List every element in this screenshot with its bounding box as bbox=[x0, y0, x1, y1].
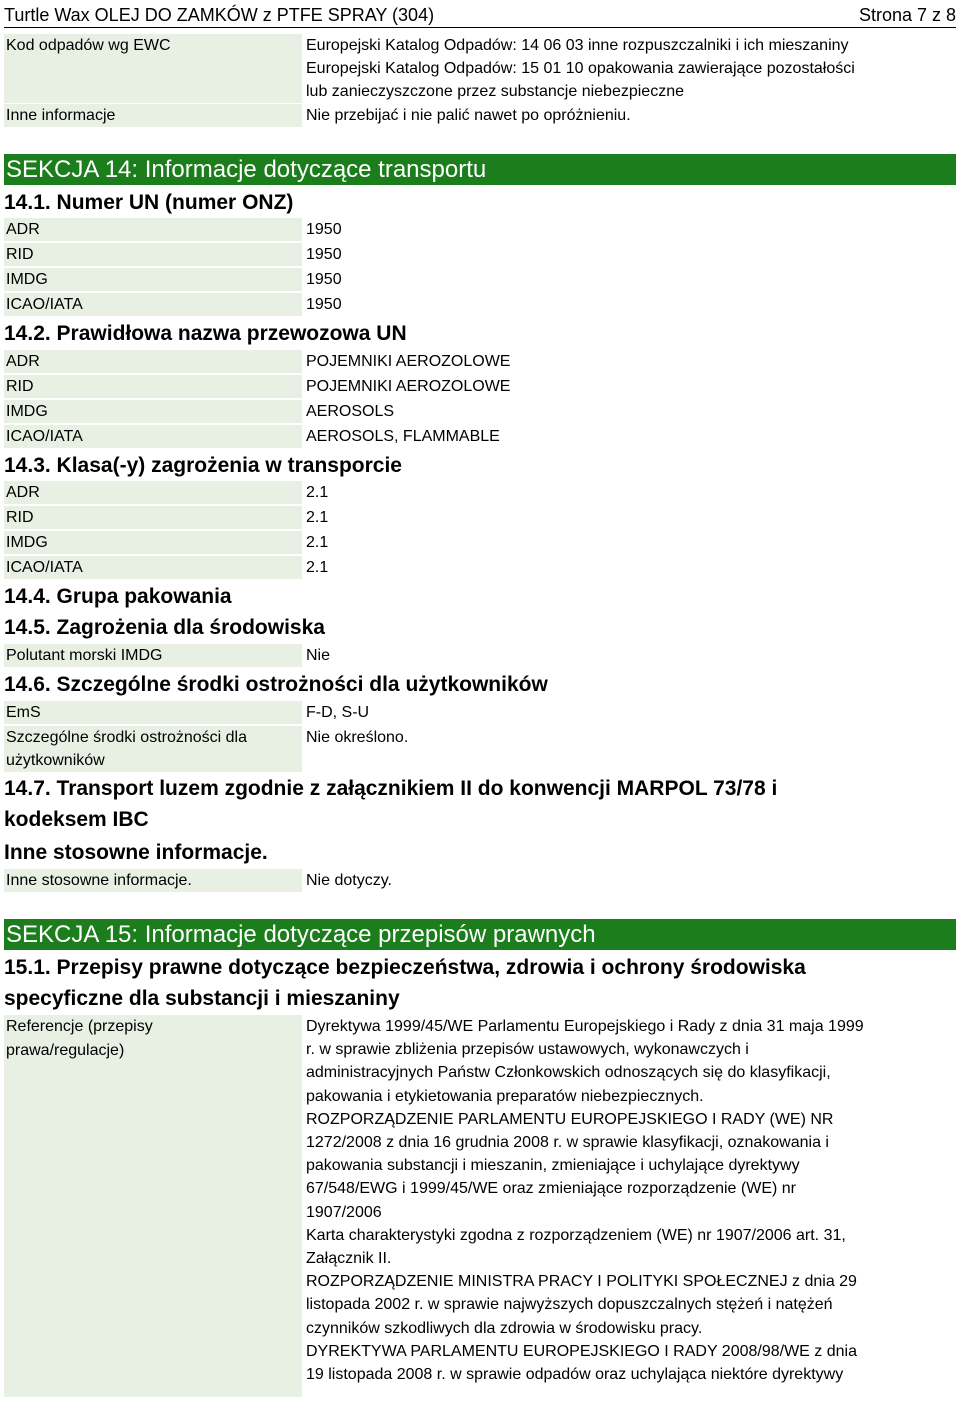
row-value: POJEMNIKI AEROZOLOWE bbox=[306, 378, 511, 395]
row-label: ICAO/IATA bbox=[4, 556, 302, 579]
row-value: AEROSOLS bbox=[306, 403, 395, 420]
section-14-title: SEKCJA 14: Informacje dotyczące transportu bbox=[4, 154, 956, 185]
ems-value: F-D, S-U bbox=[306, 704, 370, 721]
special-precautions-value: Nie określono. bbox=[306, 729, 409, 746]
row-label: RID bbox=[4, 243, 302, 266]
reference-line: 1272/2008 z dnia 16 grudnia 2008 r. w sprawie klasyfikacji, oznakowania i bbox=[306, 1134, 829, 1152]
special-precautions-label-line: Szczególne środki ostrożności dla bbox=[6, 729, 248, 746]
heading-15-1: 15.1. Przepisy prawne dotyczące bezpieczeństwa, zdrowia i ochrony środowiska bbox=[4, 956, 806, 979]
marine-pollutant-label: Polutant morski IMDG bbox=[4, 644, 302, 667]
reference-line: 19 listopada 2008 r. w sprawie odpadów oraz uchylająca niektóre dyrektywy bbox=[306, 1366, 844, 1384]
row-label: ADR bbox=[4, 481, 302, 504]
references-text bbox=[306, 1015, 918, 1386]
heading-14-3: 14.3. Klasa(-y) zagrożenia w transporcie bbox=[4, 454, 402, 477]
row-label: ICAO/IATA bbox=[4, 425, 302, 448]
reference-line: Dyrektywa 1999/45/WE Parlamentu Europejskiego i Rady z dnia 31 maja 1999 bbox=[306, 1018, 864, 1035]
row-value: 2.1 bbox=[306, 534, 329, 551]
row-label: RID bbox=[4, 375, 302, 398]
heading-14-7-cont: kodeksem IBC bbox=[4, 808, 149, 831]
reference-line: ROZPORZĄDZENIE PARLAMENTU EUROPEJSKIEGO I RADY (WE) NR bbox=[306, 1110, 834, 1128]
references-label-line: prawa/regulacje) bbox=[6, 1042, 125, 1059]
reference-line: czynników szkodliwych dla zdrowia w środowisku pracy. bbox=[306, 1319, 703, 1337]
reference-line: r. w sprawie zbliżenia przepisów ustawowych, wykonawczych i bbox=[306, 1041, 749, 1059]
row-label: ADR bbox=[4, 350, 302, 373]
ems-label: EmS bbox=[4, 701, 302, 724]
reference-line: pakowania i etykietowania preparatów niebezpiecznych. bbox=[306, 1087, 704, 1105]
row-value: 1950 bbox=[306, 271, 342, 288]
page-number: Strona 7 z 8 bbox=[858, 5, 956, 25]
special-precautions-label bbox=[4, 726, 302, 772]
heading-14-6: 14.6. Szczególne środki ostrożności dla użytkowników bbox=[4, 673, 548, 696]
reference-line: ROZPORZĄDZENIE MINISTRA PRACY I POLITYKI SPOŁECZNEJ z dnia 29 bbox=[306, 1273, 857, 1291]
reference-line: 1907/2006 bbox=[306, 1203, 382, 1221]
heading-other-info: Inne stosowne informacje. bbox=[4, 841, 268, 864]
reference-line: Załącznik II. bbox=[306, 1250, 392, 1268]
row-label: IMDG bbox=[4, 400, 302, 423]
references-label-line: Referencje (przepisy bbox=[6, 1018, 153, 1035]
row-value: AEROSOLS, FLAMMABLE bbox=[306, 428, 500, 445]
waste-code-line: Europejski Katalog Odpadów: 15 01 10 opakowania zawierające pozostałości bbox=[306, 60, 855, 77]
reference-line: pakowania substancji i mieszanin, zmieniające i uchylające dyrektywy bbox=[306, 1157, 800, 1175]
heading-15-1-cont: specyficzne dla substancji i mieszaniny bbox=[4, 987, 400, 1010]
row-label: ICAO/IATA bbox=[4, 293, 302, 316]
heading-14-4: 14.4. Grupa pakowania bbox=[4, 585, 232, 608]
row-value: 2.1 bbox=[306, 509, 329, 526]
other-info-value: Nie przebijać i nie palić nawet po opróżnieniu. bbox=[306, 107, 631, 124]
document-title: Turtle Wax OLEJ DO ZAMKÓW z PTFE SPRAY (304) bbox=[4, 5, 435, 25]
section-15-title: SEKCJA 15: Informacje dotyczące przepisów prawnych bbox=[4, 919, 956, 950]
row-label: IMDG bbox=[4, 268, 302, 291]
other-relevant-info-value: Nie dotyczy. bbox=[306, 872, 392, 889]
waste-code-line: lub zanieczyszczone przez substancje niebezpieczne bbox=[306, 83, 684, 100]
reference-line: Karta charakterystyki zgodna z rozporządzeniem (WE) nr 1907/2006 art. 31, bbox=[306, 1226, 846, 1244]
row-value: 1950 bbox=[306, 296, 342, 313]
marine-pollutant-value: Nie bbox=[306, 647, 331, 664]
reference-line: 67/548/EWG i 1999/45/WE oraz zmieniające rozporządzenie (WE) nr bbox=[306, 1180, 796, 1198]
row-value: 2.1 bbox=[306, 559, 329, 576]
heading-14-5: 14.5. Zagrożenia dla środowiska bbox=[4, 616, 325, 639]
row-label: IMDG bbox=[4, 531, 302, 554]
waste-code-line: Europejski Katalog Odpadów: 14 06 03 inne rozpuszczalniki i ich mieszaniny bbox=[306, 37, 849, 54]
heading-14-1: 14.1. Numer UN (numer ONZ) bbox=[4, 191, 294, 214]
row-value: 2.1 bbox=[306, 484, 329, 501]
heading-14-7: 14.7. Transport luzem zgodnie z załącznikiem II do konwencji MARPOL 73/78 i bbox=[4, 777, 778, 800]
reference-line: listopada 2002 r. w sprawie najwyższych dopuszczalnych stężeń i natężeń bbox=[306, 1296, 833, 1314]
special-precautions-label-line: użytkowników bbox=[6, 752, 105, 769]
row-value: POJEMNIKI AEROZOLOWE bbox=[306, 353, 511, 370]
heading-14-2: 14.2. Prawidłowa nazwa przewozowa UN bbox=[4, 322, 407, 345]
row-value: 1950 bbox=[306, 221, 342, 238]
waste-code-label: Kod odpadów wg EWC bbox=[4, 34, 302, 103]
row-label: RID bbox=[4, 506, 302, 529]
other-info-label: Inne informacje bbox=[4, 104, 302, 127]
reference-line: DYREKTYWA PARLAMENTU EUROPEJSKIEGO I RADY 2008/98/WE z dnia bbox=[306, 1342, 857, 1360]
page-header bbox=[4, 3, 956, 28]
other-relevant-info-label: Inne stosowne informacje. bbox=[4, 869, 302, 892]
row-value: 1950 bbox=[306, 246, 342, 263]
reference-line: administracyjnych Państw Członkowskich odnoszących się do klasyfikacji, bbox=[306, 1064, 831, 1082]
row-label: ADR bbox=[4, 218, 302, 241]
references-label bbox=[4, 1015, 302, 1397]
